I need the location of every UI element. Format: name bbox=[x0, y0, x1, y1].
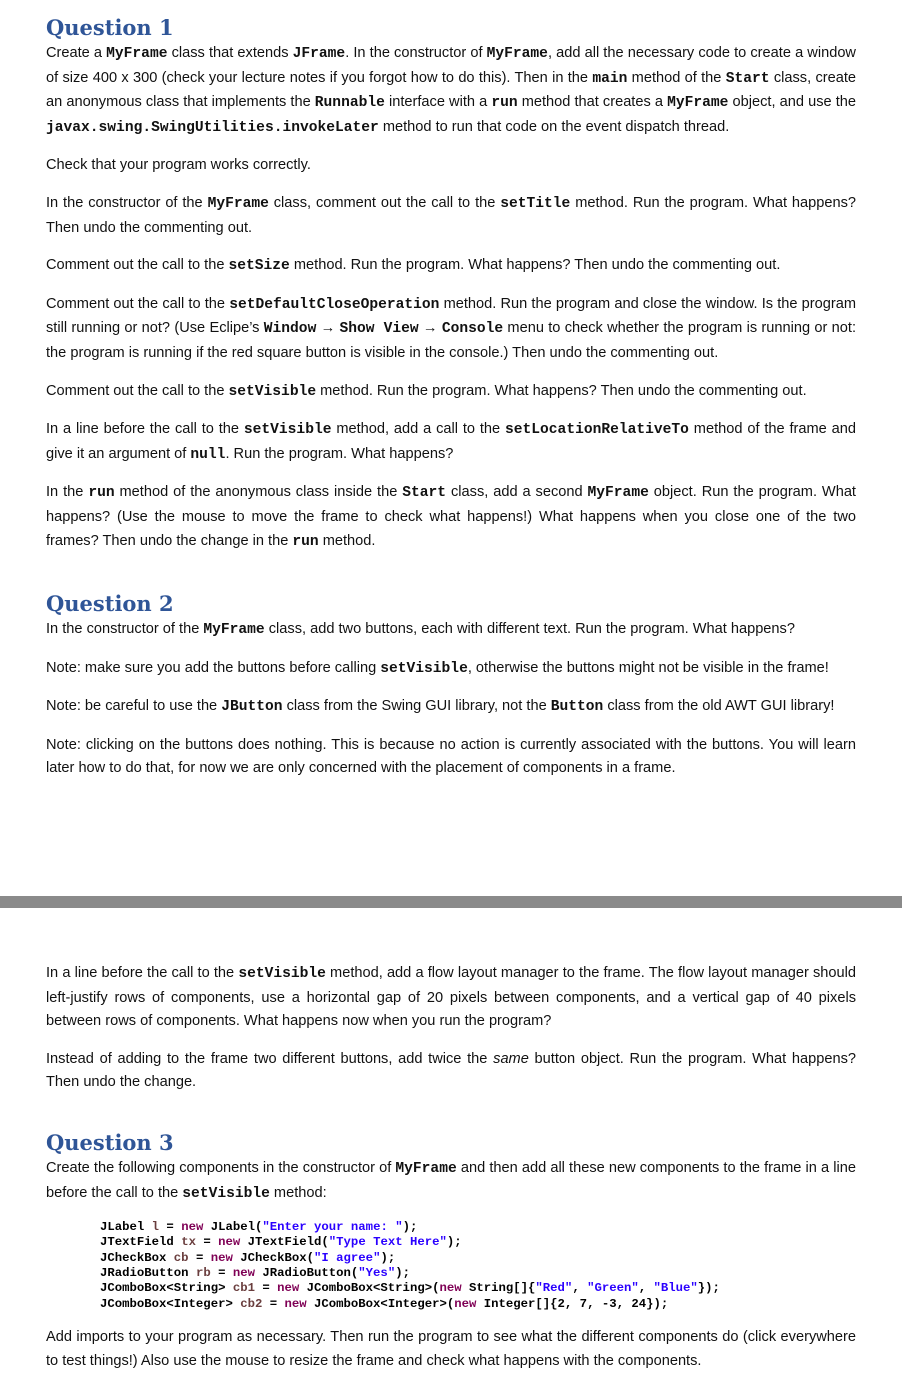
q2-paragraph-1: In the constructor of the MyFrame class, add two buttons, each with different text. Run the program. What happens? bbox=[46, 621, 795, 639]
q1-paragraph-2: Check that your program works correctly. bbox=[46, 157, 311, 174]
q1-paragraph-3: In the constructor of the MyFrame class, comment out the call to the setTitle method. Run the program. What happens? Then undo the commenting out. bbox=[46, 194, 857, 236]
q2-paragraph-4: Note: clicking on the buttons does nothing. This is because no action is currently associated with the buttons. You will learn later how to do that, for now we are only concerned with the placement of components in a frame. bbox=[46, 736, 856, 777]
question-2-heading: Question 2 bbox=[46, 591, 174, 617]
question-3-heading: Question 3 bbox=[46, 1129, 174, 1155]
q2-paragraph-5: In a line before the call to the setVisible method, add a flow layout manager to the frame. The flow layout manager should left-justify rows of components, use a horizontal gap of 20 pixels between components, and a vertical gap of 40 pixels between rows of components. What happens now when you run the program? bbox=[46, 965, 857, 1030]
q2-paragraph-2: Note: make sure you add the buttons before calling setVisible, otherwise the buttons might not be visible in the frame! bbox=[46, 659, 829, 677]
q1-paragraph-7: In a line before the call to the setVisible method, add a call to the setLocationRelativeTo method of the frame and give it an argument of null. Run the program. What happens? bbox=[46, 421, 857, 463]
q2-paragraph-3: Note: be careful to use the JButton class from the Swing GUI library, not the Button class from the old AWT GUI library! bbox=[46, 698, 835, 716]
q3-paragraph-1: Create the following components in the constructor of MyFrame and then add all these new components to the frame in a line before the call to the setVisible method: bbox=[46, 1159, 856, 1202]
q1-paragraph-1: Create a MyFrame class that extends JFrame. In the constructor of MyFrame, add all the necessary code to create a window of size 400 x 300 (check your lecture notes if you forgot how to do this). Then in the main method of the Start class, create an anonymous class that implements the Runnable interface with a run method that creates a MyFrame object, and use the javax.swing.SwingUtilities.invokeLater method to run that code on the event dispatch thread. bbox=[46, 45, 857, 136]
code-line: JComboBox<String> cb1 = new JComboBox<String>(new String[]{"Red", "Green", "Blue"}); bbox=[100, 1281, 720, 1296]
document-page-2 bbox=[0, 908, 902, 1378]
code-line: JTextField tx = new JTextField("Type Text Here"); bbox=[100, 1235, 462, 1250]
page-divider bbox=[0, 896, 902, 908]
code-line: JRadioButton rb = new JRadioButton("Yes"); bbox=[100, 1266, 410, 1281]
q1-paragraph-5: Comment out the call to the setDefaultCloseOperation method. Run the program and close the window. Is the program still running or not? (Use Eclipe’s Window → Show View → Console menu to check whether the program is running or not: the program is running if the red square button is visible in the console.) Then undo the commenting out. bbox=[46, 295, 857, 361]
question-1-heading: Question 1 bbox=[46, 15, 174, 40]
code-line: JComboBox<Integer> cb2 = new JComboBox<Integer>(new Integer[]{2, 7, -3, 24}); bbox=[100, 1296, 669, 1311]
q3-paragraph-2: Add imports to your program as necessary. Then run the program to see what the different components do (click everywhere to test things!) Also use the mouse to resize the frame and check what happens with the components. bbox=[46, 1328, 856, 1369]
code-block bbox=[100, 1220, 856, 1312]
code-line: JCheckBox cb = new JCheckBox("I agree"); bbox=[100, 1250, 396, 1265]
q1-paragraph-4: Comment out the call to the setSize method. Run the program. What happens? Then undo the commenting out. bbox=[46, 257, 781, 275]
q2-paragraph-6: Instead of adding to the frame two different buttons, add twice the same button object. Run the program. What happens? Then undo the change. bbox=[46, 1050, 856, 1091]
q1-paragraph-8: In the run method of the anonymous class inside the Start class, add a second MyFrame object. Run the program. What happens? (Use the mouse to move the frame to check what happens!) What happens when you close one of the two frames? Then undo the change in the run method. bbox=[46, 484, 856, 550]
q1-paragraph-6: Comment out the call to the setVisible method. Run the program. What happens? Then undo the commenting out. bbox=[46, 382, 807, 400]
code-line: JLabel l = new JLabel("Enter your name: "); bbox=[100, 1220, 418, 1235]
